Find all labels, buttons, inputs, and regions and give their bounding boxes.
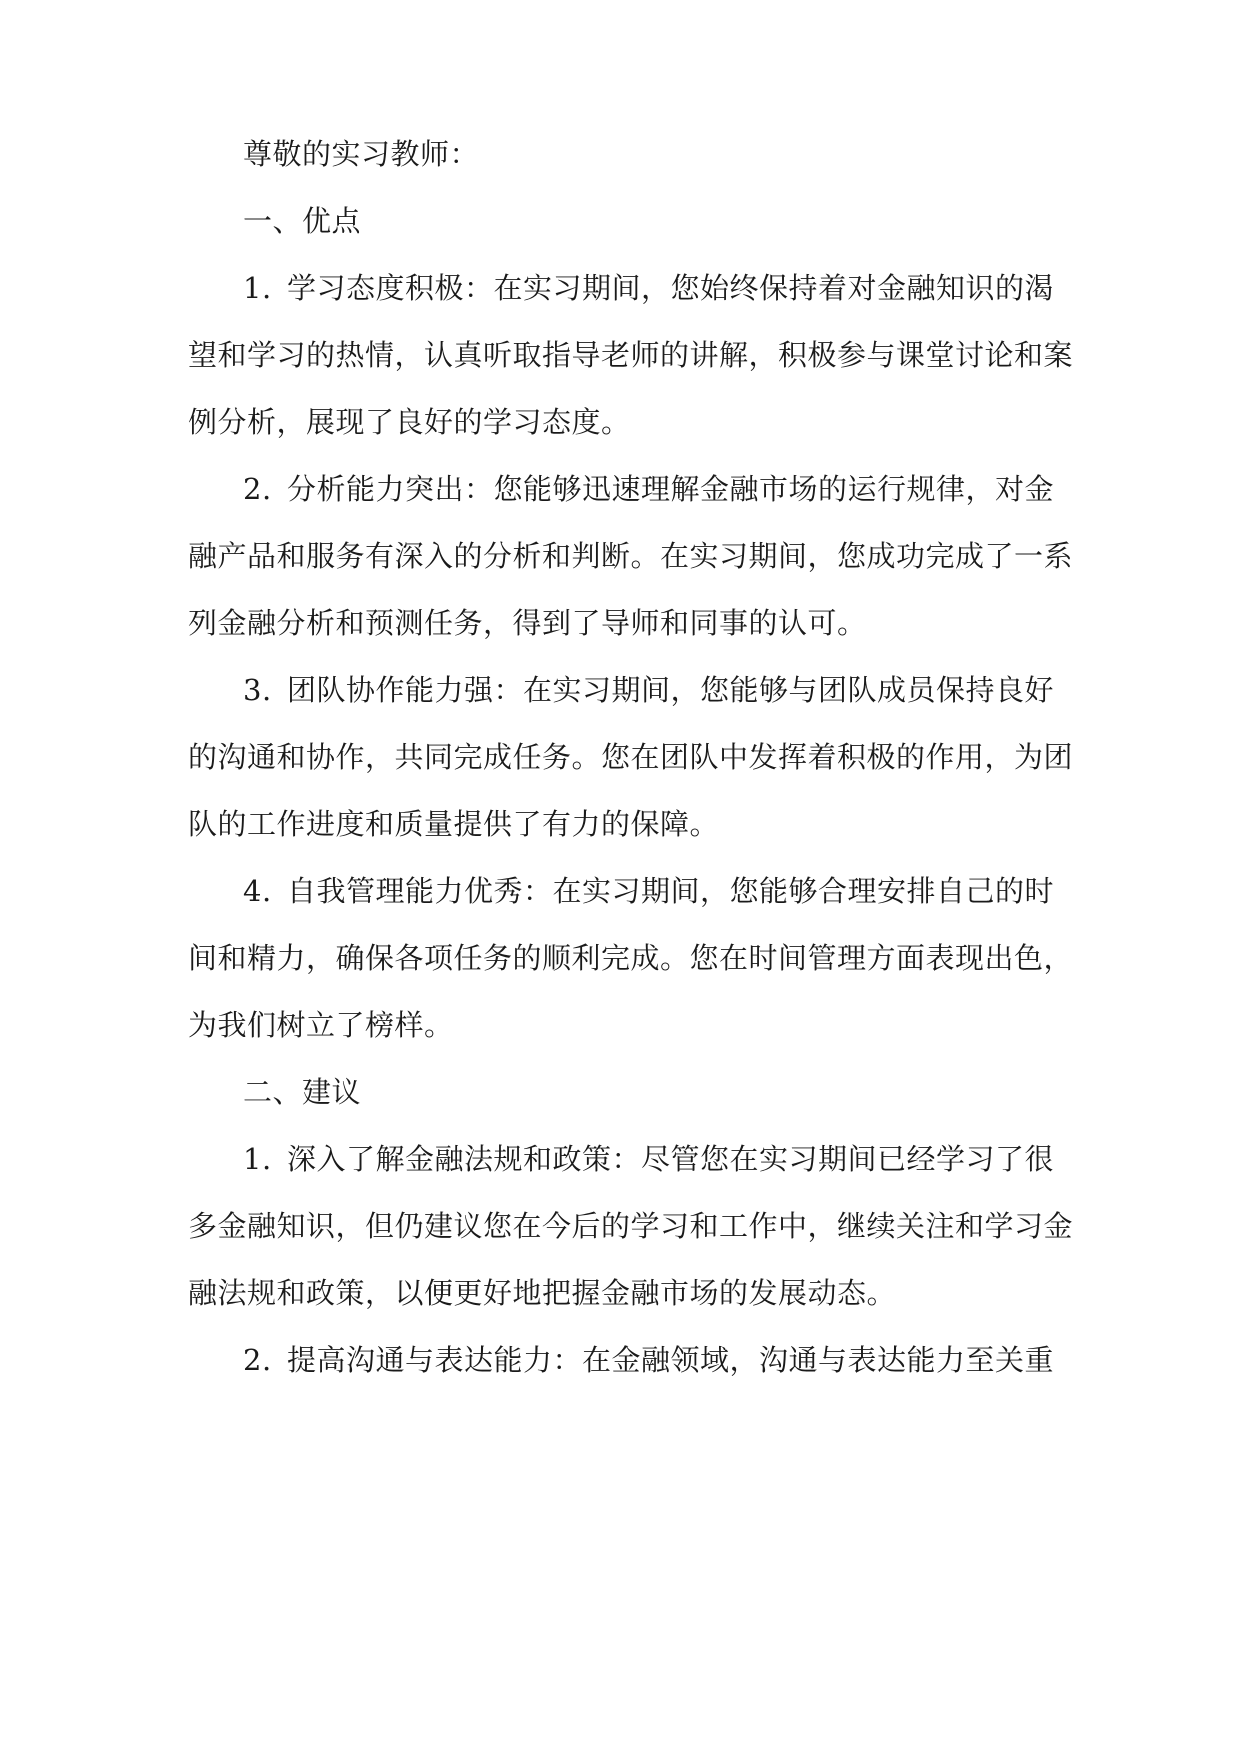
list-item-first-line — [243, 1340, 1054, 1380]
list-item-first-line — [243, 1139, 1054, 1179]
section-heading-strengths: 一、优点 — [243, 204, 362, 238]
item-text: 团队协作能力强：在实习期间，您能够与团队成员保持良好 — [287, 673, 1055, 707]
salutation: 尊敬的实习教师： — [243, 137, 480, 171]
list-item-line: 融法规和政策，以便更好地把握金融市场的发展动态。 — [188, 1276, 897, 1310]
list-item-line: 例分析，展现了良好的学习态度。 — [188, 405, 631, 439]
list-item-line: 列金融分析和预测任务，得到了导师和同事的认可。 — [188, 606, 867, 640]
list-item-first-line — [243, 469, 1054, 509]
item-number: 1. — [243, 1142, 272, 1176]
item-text: 分析能力突出：您能够迅速理解金融市场的运行规律，对金 — [287, 472, 1055, 506]
list-item-line: 融产品和服务有深入的分析和判断。在实习期间，您成功完成了一系 — [188, 539, 1074, 573]
item-number: 3. — [243, 673, 272, 707]
list-item-line: 望和学习的热情，认真听取指导老师的讲解，积极参与课堂讨论和案 — [188, 338, 1074, 372]
section-heading-suggestions: 二、建议 — [243, 1075, 362, 1109]
item-number: 2. — [243, 472, 272, 506]
list-item-line: 为我们树立了榜样。 — [188, 1008, 454, 1042]
item-text: 深入了解金融法规和政策：尽管您在实习期间已经学习了很 — [287, 1142, 1055, 1176]
list-item-line: 的沟通和协作，共同完成任务。您在团队中发挥着积极的作用，为团 — [188, 740, 1074, 774]
item-text: 提高沟通与表达能力：在金融领域，沟通与表达能力至关重 — [287, 1343, 1055, 1377]
list-item-first-line — [243, 871, 1054, 911]
list-item-line: 间和精力，确保各项任务的顺利完成。您在时间管理方面表现出色， — [188, 941, 1074, 975]
list-item-first-line — [243, 670, 1054, 710]
item-number: 2. — [243, 1343, 272, 1377]
item-number: 1. — [243, 271, 272, 305]
list-item-first-line — [243, 268, 1054, 308]
item-text: 自我管理能力优秀：在实习期间，您能够合理安排自己的时 — [287, 874, 1055, 908]
item-number: 4. — [243, 874, 272, 908]
list-item-line: 队的工作进度和质量提供了有力的保障。 — [188, 807, 720, 841]
item-text: 学习态度积极：在实习期间，您始终保持着对金融知识的渴 — [287, 271, 1055, 305]
list-item-line: 多金融知识，但仍建议您在今后的学习和工作中，继续关注和学习金 — [188, 1209, 1074, 1243]
